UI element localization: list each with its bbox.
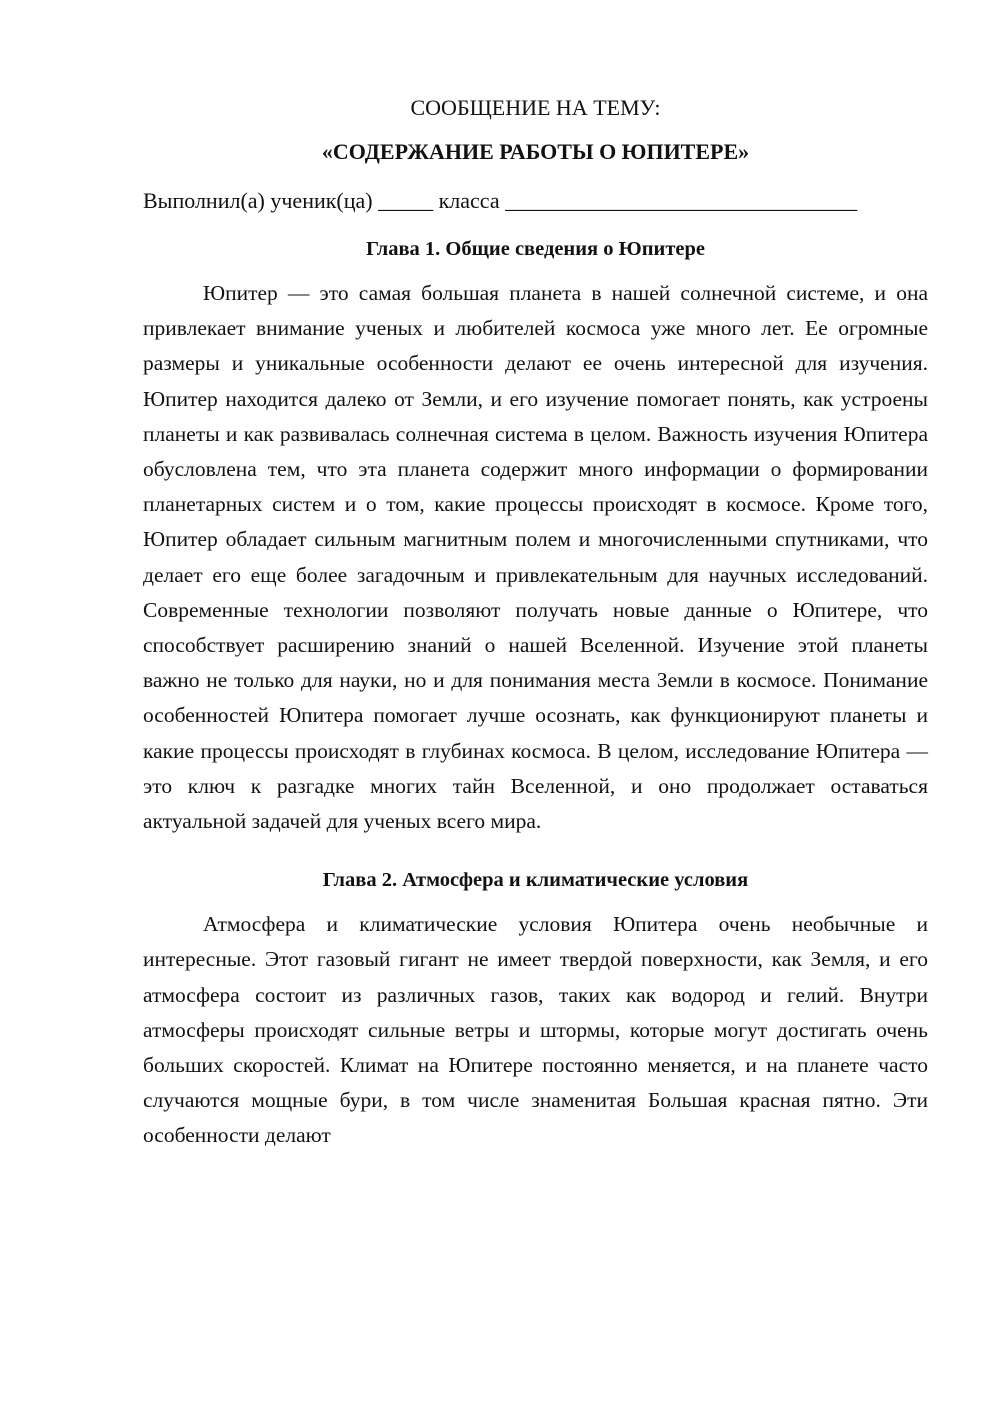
chapter-1-title: Глава 1. Общие сведения о Юпитере [365, 238, 706, 260]
chapter-1-paragraph: Юпитер — это самая большая планета в нашей солнечной системе, и она привлекает внимание ученых и любителей космоса уже много лет. Ее огромные размеры и уникальные особенности делают ее очень интересной для изучения. Юпитер находится далеко от Земли, и его изучение помогает понять, как устроены планеты и как развивалась солнечная система в целом. Важность изучения Юпитера обусловлена тем, что эта планета содержит много информации о формировании планетарных систем и о том, какие процессы происходят в космосе. Кроме того, Юпитер обладает сильным магнитным полем и многочисленными спутниками, что делает его еще более загадочным и привлекательным для научных исследований. Современные технологии позволяют получать новые данные о Юпитере, что способствует расширению знаний о нашей Вселенной. Изучение этой планеты важно не только для науки, но и для понимания места Земли в космосе. Понимание особенностей Юпитера помогает лучше осознать, как функционируют планеты и какие процессы происходят в глубинах космоса. В целом, исследование Юпитера — это ключ к разгадке многих тайн Вселенной, и оно продолжает оставаться актуальной задачей для ученых всего мира. [143, 281, 928, 834]
document-title: «СОДЕРЖАНИЕ РАБОТЫ О ЮПИТЕРЕ» [321, 139, 750, 164]
chapter-2-paragraph: Атмосфера и климатические условия Юпитера очень необычные и интересные. Этот газовый гигант не имеет твердой поверхности, как Земля, и его атмосфера состоит из различных газов, таких как водород и гелий. Внутри атмосферы происходят сильные ветры и штормы, которые могут достигать очень больших скоростей. Климат на Юпитере постоянно меняется, и на планете часто случаются мощные бури, в том числе знаменитая Большая красная пятно. Эти особенности делают [143, 912, 928, 1148]
document-heading-topic: СООБЩЕНИЕ НА ТЕМУ: [410, 95, 661, 120]
author-line: Выполнил(а) ученик(ца) _____ класса ________________________________ [143, 188, 858, 213]
chapter-2-title: Глава 2. Атмосфера и климатические условия [322, 869, 749, 892]
document-page [143, 93, 928, 1154]
